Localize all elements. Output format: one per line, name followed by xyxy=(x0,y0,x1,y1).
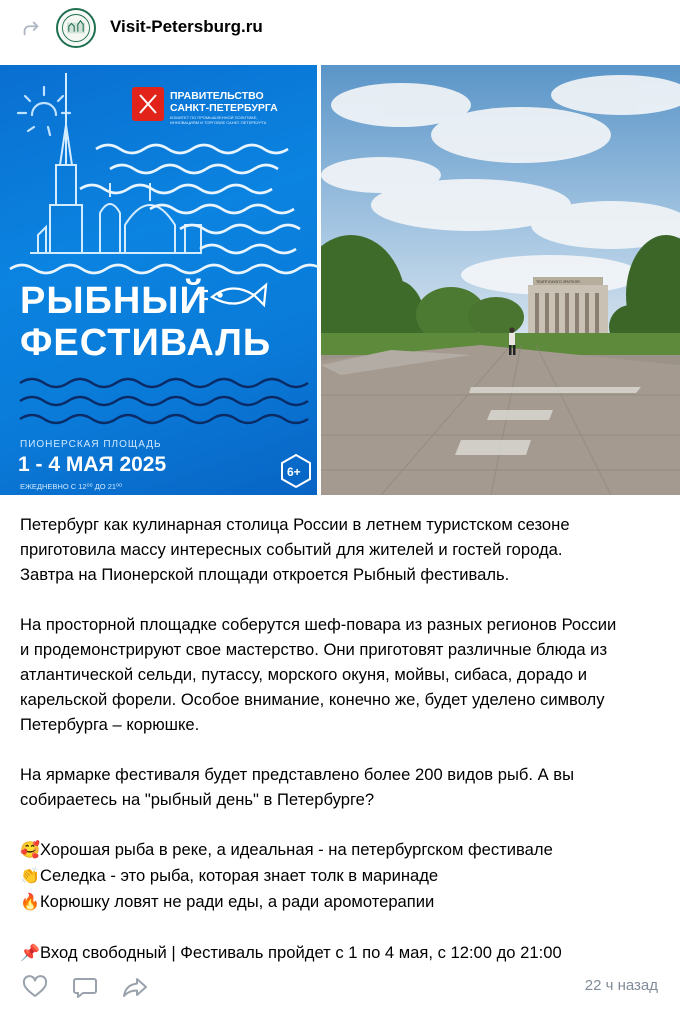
smiling-hearts-emoji-icon: 🥰 xyxy=(20,842,40,859)
list-item xyxy=(20,837,670,863)
gov-sub2: ИННОВАЦИЯМ И ТОРГОВЛЕ САНКТ-ПЕТЕРБУРГА xyxy=(170,120,267,125)
text-line: атлантической сельди, путассу, морского окуня, мойвы, сибаса, дорадо и xyxy=(20,665,588,684)
waves-bottom xyxy=(20,379,308,423)
paragraph-1 xyxy=(20,512,670,587)
post-timestamp[interactable]: 22 ч назад xyxy=(584,977,658,994)
post-actions xyxy=(0,965,680,1009)
poster-dates: 1 - 4 МАЯ 2025 xyxy=(18,453,167,476)
pioneer-square-photo[interactable] xyxy=(321,65,680,495)
poster-artwork xyxy=(0,65,317,495)
clapping-hands-emoji-icon: 👏 xyxy=(20,868,40,885)
list-item-text: Корюшку ловят не ради еды, а ради аромотерапии xyxy=(40,892,435,911)
gov-line1: ПРАВИТЕЛЬСТВО xyxy=(170,90,264,102)
text-line: собираетесь на "рыбный день" в Петербурге? xyxy=(20,790,375,809)
gov-line2: САНКТ-ПЕТЕРБУРГА xyxy=(170,102,278,114)
age-rating-badge xyxy=(282,455,310,487)
sun-icon xyxy=(18,87,70,135)
comment-icon xyxy=(74,979,96,997)
paragraph-2 xyxy=(20,612,670,737)
square-photo-artwork xyxy=(321,65,680,495)
text-line: На просторной площадке соберутся шеф-повара из разных регионов России xyxy=(20,615,617,634)
poster-hours: ЕЖЕДНЕВНО С 12⁰⁰ ДО 21⁰⁰ xyxy=(20,482,123,491)
building-sign: ТЕАТР ЮНОГО ЗРИТЕЛЯ xyxy=(536,280,580,284)
info-line-row xyxy=(20,940,670,966)
list-item-text: Селедка - это рыба, которая знает толк в маринаде xyxy=(40,866,439,885)
festival-poster-image[interactable] xyxy=(0,65,317,495)
poster-place: ПИОНЕРСКАЯ ПЛОЩАДЬ xyxy=(20,439,162,450)
share-icon xyxy=(124,979,146,996)
text-line: Петербурга – корюшке. xyxy=(20,715,200,734)
like-button[interactable] xyxy=(21,973,49,1001)
bullet-list xyxy=(20,837,670,915)
text-line: Петербург как кулинарная столица России в летнем туристском сезоне xyxy=(20,515,570,534)
fire-emoji-icon: 🔥 xyxy=(20,894,40,911)
text-line: На ярмарке фестиваля будет представлено более 200 видов рыб. А вы xyxy=(20,765,575,784)
text-line: карельской форели. Особое внимание, конечно же, будет уделено символу xyxy=(20,690,605,709)
group-name-link[interactable]: Visit-Petersburg.ru xyxy=(110,17,263,36)
heart-icon xyxy=(24,976,46,996)
paragraph-3 xyxy=(20,762,670,812)
text-line: Завтра на Пионерской площади откроется Рыбный фестиваль. xyxy=(20,565,510,584)
share-button[interactable] xyxy=(121,973,149,1001)
info-line xyxy=(20,940,670,966)
post-header xyxy=(0,0,680,60)
info-line-text: Вход свободный | Фестиваль пройдет с 1 по 4 мая, с 12:00 до 21:00 xyxy=(40,943,562,962)
poster-title2: ФЕСТИВАЛЬ xyxy=(20,322,272,364)
list-item xyxy=(20,889,670,915)
avatar-logo xyxy=(58,10,94,46)
fish-icon xyxy=(200,285,266,305)
post-text xyxy=(20,512,670,991)
post-attachments xyxy=(0,65,680,495)
list-item-text: Хорошая рыба в реке, а идеальная - на петербургском фестивале xyxy=(40,840,553,859)
age-rating: 6+ xyxy=(287,465,301,479)
comment-button[interactable] xyxy=(71,973,99,1001)
text-line: приготовила массу интересных событий для жителей и гостей города. xyxy=(20,540,563,559)
repost-icon xyxy=(20,18,42,40)
list-item xyxy=(20,863,670,889)
gov-sub1: КОМИТЕТ ПО ПРОМЫШЛЕННОЙ ПОЛИТИКЕ, xyxy=(170,115,258,120)
poster-title1: РЫБНЫЙ xyxy=(20,280,208,322)
avatar[interactable] xyxy=(56,8,96,48)
theatre-building xyxy=(528,277,608,335)
text-line: и продемонстрируют свое мастерство. Они приготовят различные блюда из xyxy=(20,640,608,659)
pushpin-emoji-icon: 📌 xyxy=(20,945,40,962)
